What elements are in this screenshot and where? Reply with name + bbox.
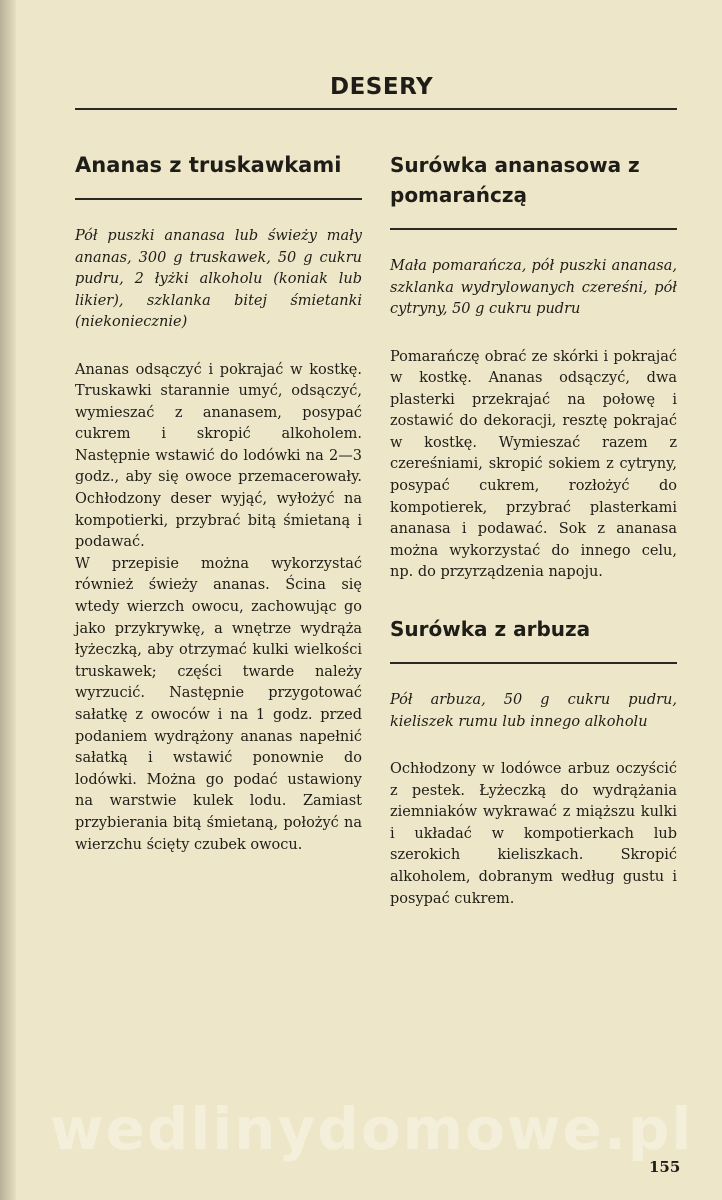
title-rule (390, 228, 677, 230)
title-rule (75, 198, 362, 200)
header-rule (75, 108, 677, 110)
watermark: wedlinydomowe.pl (50, 1095, 694, 1163)
ingredients-watermelon-salad: Pół arbuza, 50 g cukru pudru, kieliszek rumu lub innego alkoholu (390, 692, 677, 730)
recipe-title-pineapple-orange-salad: Surówka ananasowa z pomarańczą (390, 153, 640, 207)
left-column (75, 150, 362, 856)
method-watermelon-salad: Ochłodzony w lodówce arbuz oczyścić z pestek. Łyżeczką do wydrążania ziemniaków wykrawać z miąższu kulki i układać w kompotierkach lub szerokich kieliszkach. Skropić alkoholem, dobranym według gustu i posypać cukrem. (390, 761, 677, 907)
method-paragraph-1: Ananas odsączyć i pokrajać w kostkę. Truskawki starannie umyć, odsączyć, wymieszać z ananasem, posypać cukrem i skropić alkoholem. Następnie wstawić do lodówki na 2—3 godz., aby się owoce przemacerowały. Ochłodzony deser wyjąć, wyłożyć na kompotierki, przybrać bitą śmietaną i podawać. (75, 361, 362, 551)
section-header: DESERY (330, 74, 434, 100)
page-number: 155 (649, 1158, 681, 1176)
recipe-title-watermelon-salad: Surówka z arbuza (390, 617, 591, 642)
title-rule (390, 662, 677, 664)
right-column (390, 150, 677, 910)
ingredients-pineapple-orange-salad: Mała pomarańcza, pół puszki ananasa, szklanka wydrylowanych czereśni, pół cytryny, 50 g cukru pudru (390, 258, 677, 317)
ingredients-pineapple-strawberries: Pół puszki ananasa lub świeży mały ananas, 300 g truskawek, 50 g cukru pudru, 2 łyżki alkoholu (koniak lub likier), szklanka bitej śmietanki (niekoniecznie) (75, 228, 362, 330)
method-paragraph-2: W przepisie można wykorzystać również świeży ananas. Ścina się wtedy wierzch owocu, zachowując go jako przykrywkę, a wnętrze wydrąża łyżeczką, aby otrzymać kulki wielkości truskawek; części twarde należy wyrzucić. Następnie przygotować sałatkę z owoców i na 1 godz. przed podaniem wydrążony ananas napełnić sałatką i wstawić ponownie do lodówki. Można go podać ustawiony na warstwie kulek lodu. Zamiast przybierania bitą śmietaną, położyć na wierzchu ścięty czubek owocu. (75, 555, 362, 853)
method-pineapple-orange-salad: Pomarańczę obrać ze skórki i pokrajać w kostkę. Ananas odsączyć, dwa plasterki przekrajać na połowę i zostawić do dekoracji, resztę pokrajać w kostkę. Wymieszać razem z czereśniami, skropić sokiem z cytryny, posypać cukrem, rozłożyć do kompotierek, przybrać plasterkami ananasa i podawać. Sok z ananasa można wykorzystać do innego celu, np. do przyrządzenia napoju. (390, 348, 677, 581)
recipe-title-pineapple-strawberries: Ananas z truskawkami (75, 153, 342, 177)
page-binding-shadow (0, 0, 16, 1200)
